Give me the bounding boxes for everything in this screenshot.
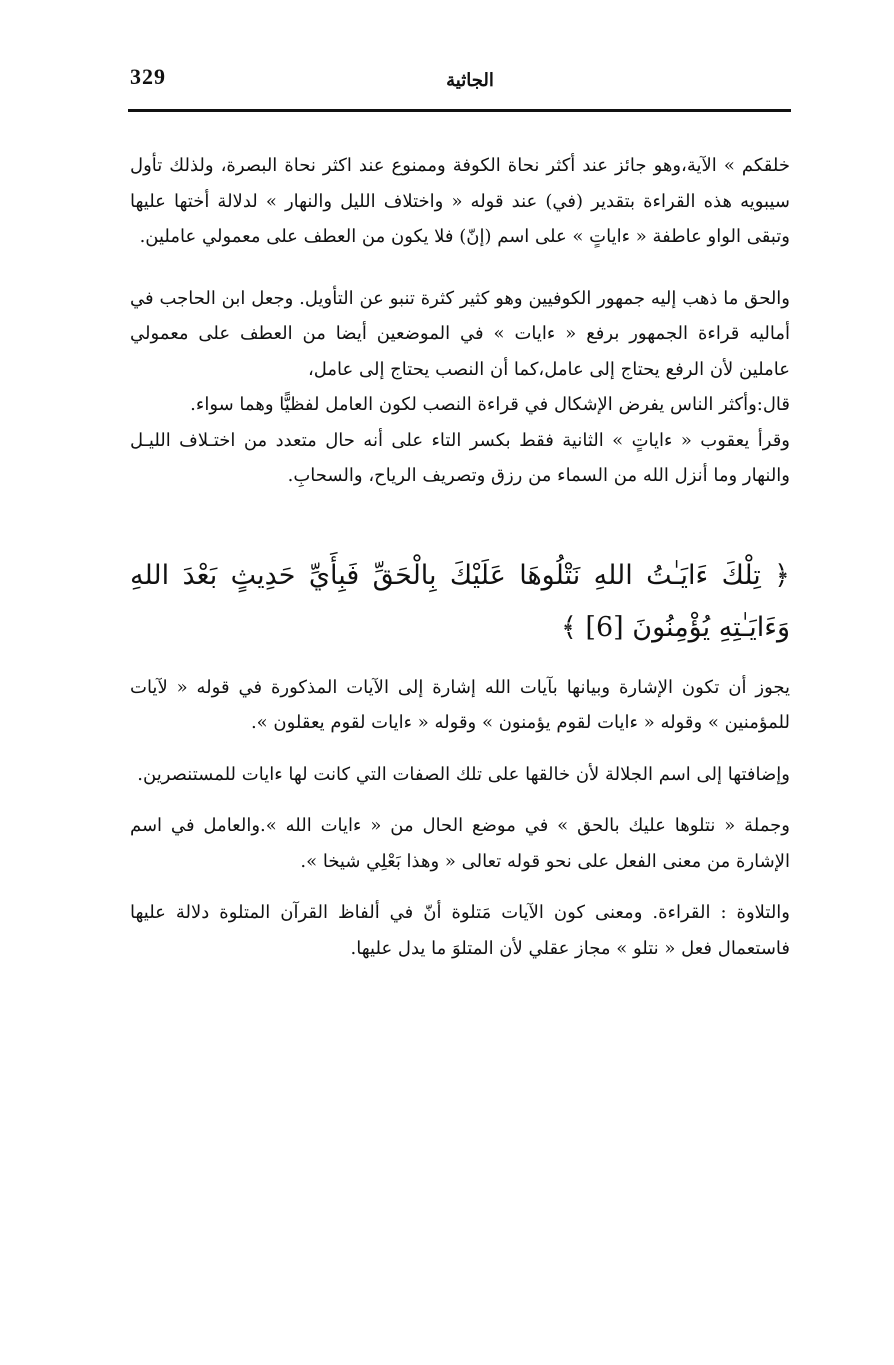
paragraph-6: والتلاوة : القراءة. ومعنى كون الآيات مَتلوة أنّ في ألفاظ القرآن المتلوة دلالة عليها فاستعمال فعل « نتلو » مجاز عقلي لأن المتلوَ ما يدل عليها. bbox=[130, 902, 790, 959]
paragraph-2c: وقرأ يعقوب « ءاياتٍ » الثانية فقط بكسر التاء على أنه حال متعدد من اختـلاف الليـل والنهار وما أنزل الله من السماء من رزق وتصريف الرياح، والسحابِ. bbox=[130, 429, 790, 486]
paragraph-2b: قال:وأكثر الناس يفرض الإشكال في قراءة النصب لكون العامل لفظيًّا وهما سواء. bbox=[190, 394, 790, 415]
page-number: 329 bbox=[130, 64, 166, 89]
paragraph-4: وإضافتها إلى اسم الجلالة لأن خالقها على تلك الصفات التي كانت لها ءايات للمستنصرين. bbox=[137, 763, 790, 785]
paragraph-2a: والحق ما ذهب إليه جمهور الكوفيين وهو كثير كثرة تنبو عن التأويل. وجعل ابن الحاجب في أماليه قراءة الجمهور برفع « ءايات » في الموضعين أيضا من العطف على معمولي عاملين لأن الرفع يحتاج إلى عامل،كما أن النصب يحتاج إلى عامل، bbox=[130, 287, 790, 380]
header-rule bbox=[128, 109, 791, 112]
paragraph-3: يجوز أن تكون الإشارة وبيانها بآيات الله إشارة إلى الآيات المذكورة في قوله « لآيات للمؤمنين » وقوله « ءايات لقوم يؤمنون » وقوله « ءايات لقوم يعقلون ». bbox=[130, 676, 790, 733]
quran-verse: ﴿ تِلْكَ ءَايَـٰتُ اللهِ نَتْلُوهَا عَلَيْكَ بِالْحَقِّ فَبِأَيِّ حَدِيثٍ بَعْدَ اللهِ وَءَايَـٰتِهِ يُؤْمِنُونَ [6] ﴾ bbox=[130, 559, 790, 643]
surah-title: الجاثية bbox=[446, 70, 494, 91]
page-body bbox=[130, 148, 790, 966]
paragraph-1: خلقكم » الآية،وهو جائز عند أكثر نحاة الكوفة وممنوع عند اكثر نحاة البصرة، ولذلك تأول سيبويه هذه القراءة بتقدير (في) عند قوله « واختلاف الليل والنهار » لدلالة أختها عليها وتبقى الواو عاطفة « ءاياتٍ » على اسم (إنّ) فلا يكون من العطف على معمولي عاملين. bbox=[130, 155, 790, 247]
paragraph-5: وجملة « نتلوها عليك بالحق » في موضع الحال من « ءايات الله ».والعامل في اسم الإشارة من معنى الفعل على نحو قوله تعالى « وهذا بَعْلِي شيخا ». bbox=[130, 815, 790, 872]
